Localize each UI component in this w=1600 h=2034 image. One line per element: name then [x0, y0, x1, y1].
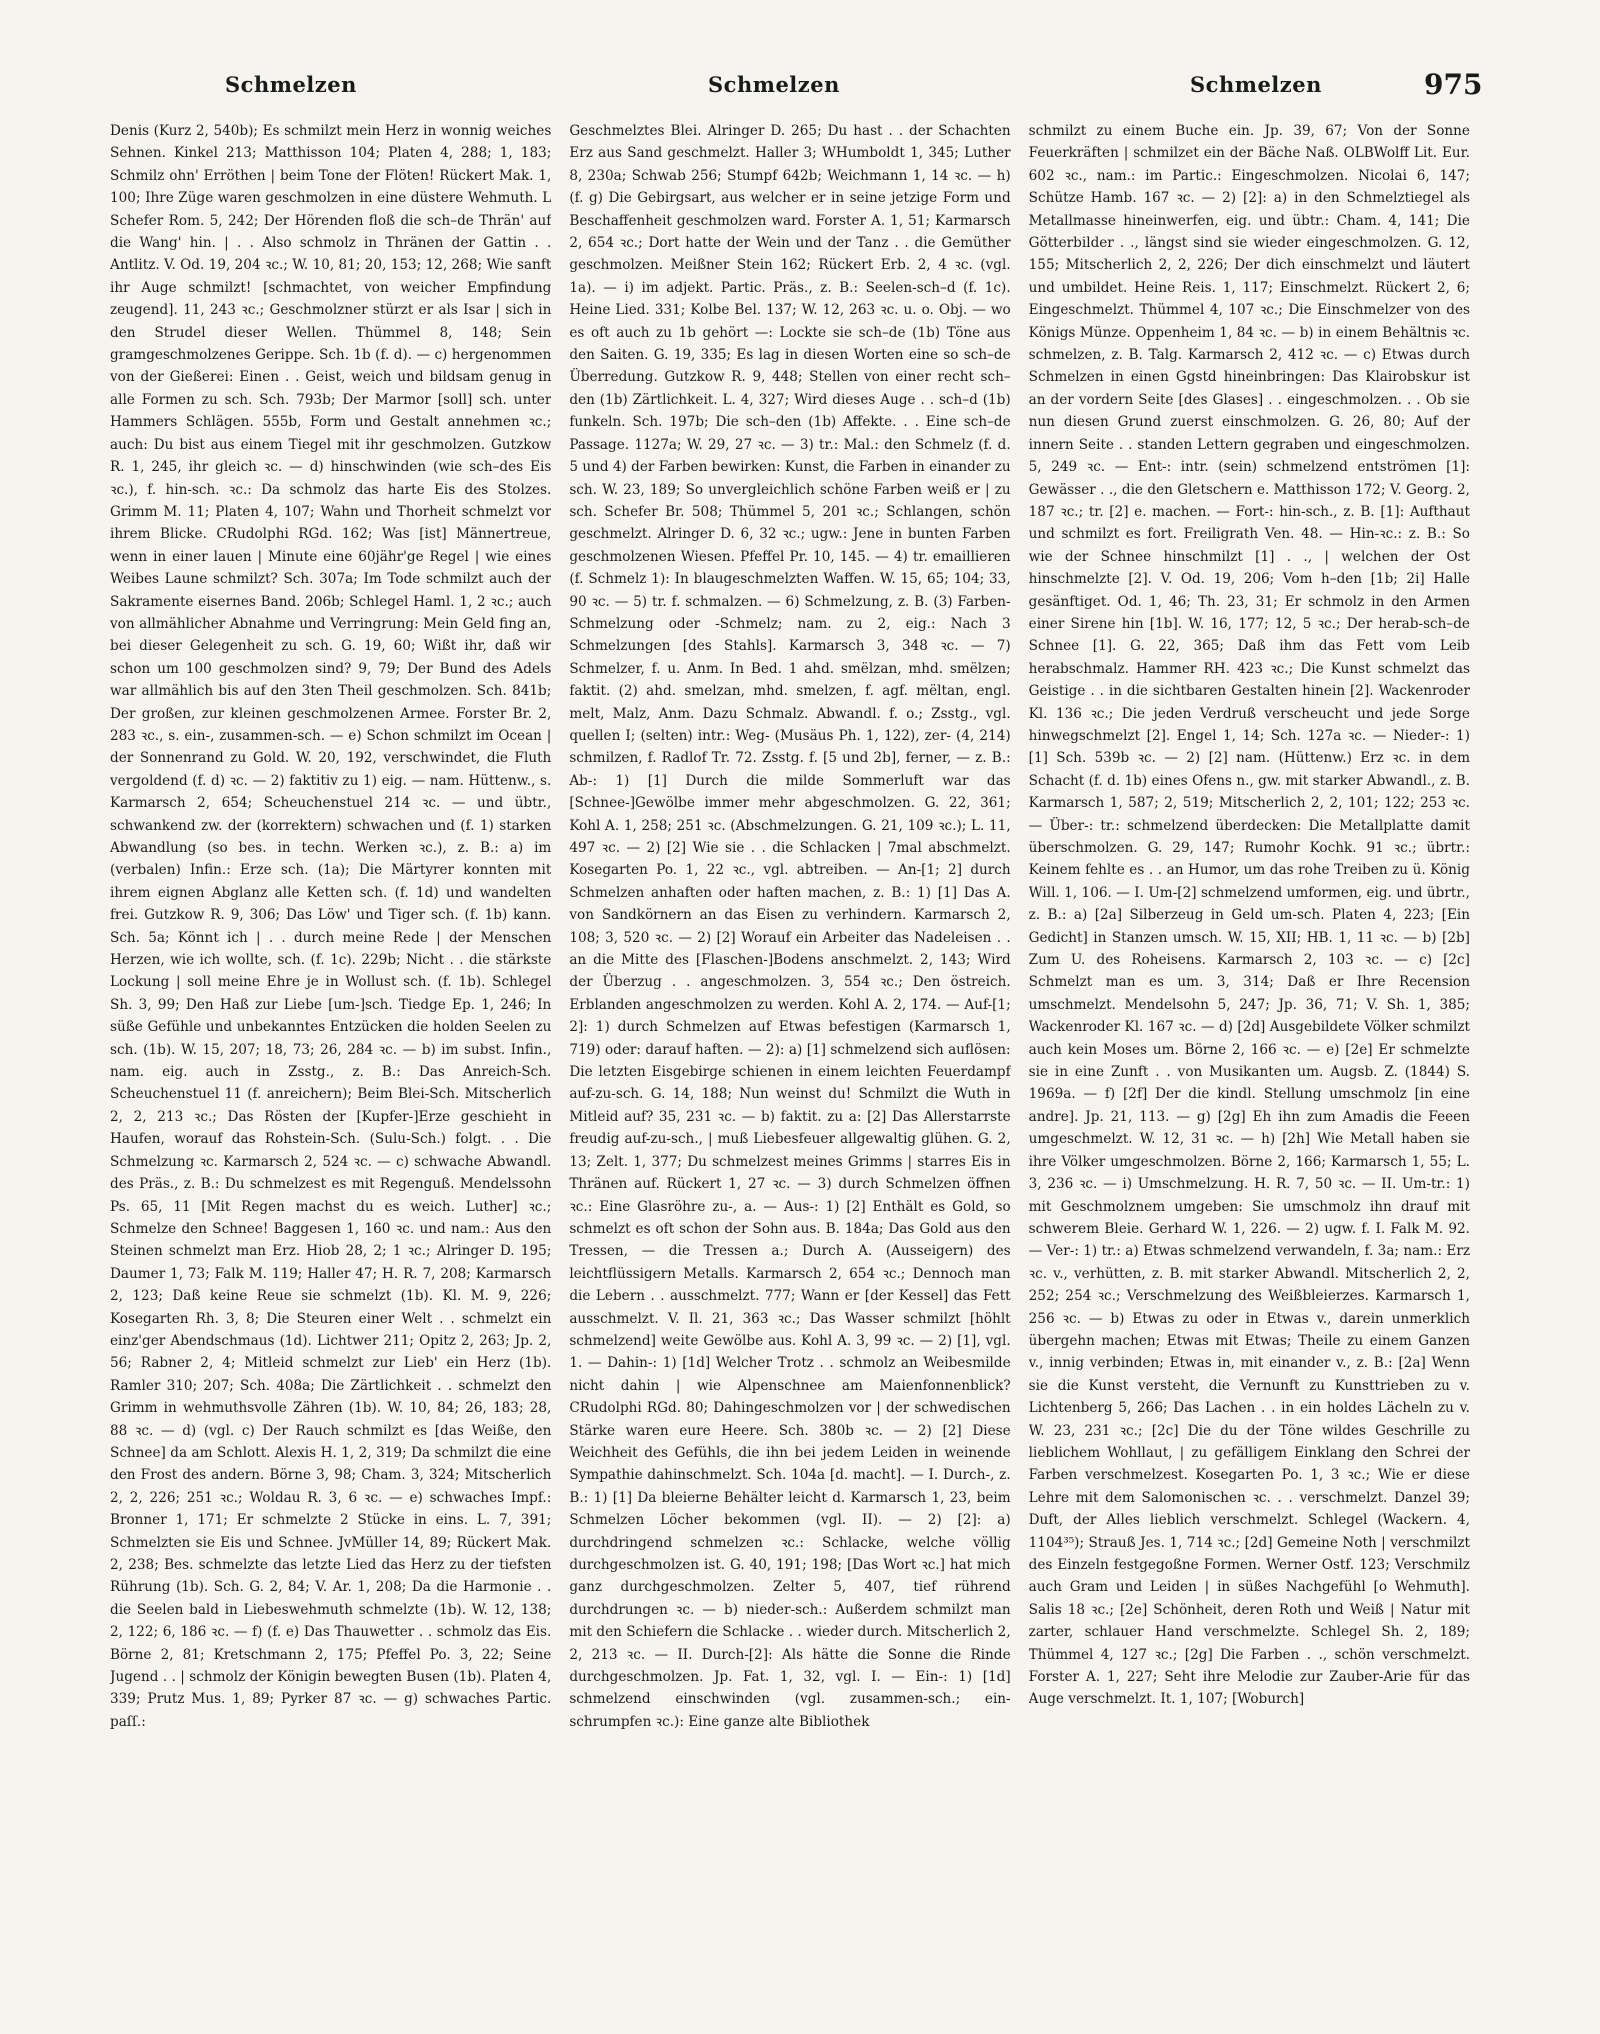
column-middle — [569, 120, 1010, 2000]
page-header — [0, 68, 1600, 112]
center-running-head: Schmelzen — [708, 72, 840, 97]
column-left-text: Denis (Kurz 2, 540b); Es schmilzt mein Herz in wonnig weiches Sehnen. Kinkel 213; Matthisson 104; Platen 4, 288; 1, 183; Schmilz ohn' Erröthen | beim Tone der Flöten! Rückert Mak. 1, 100; Ihre Züge waren geschmolzen in eine düstere Wehmuth. L Schefer Rom. 5, 242; Der Hörenden floß die sch–de Thrän' auf die Wang' hin. | . . Also schmolz in Thränen der Gattin . . Antlitz. V. Od. 19, 204 ꝛc.; W. 10, 81; 20, 153; 12, 268; Wie sanft ihr Auge schmilzt! [schmachtet, von weicher Empfindung zeugend]. 11, 243 ꝛc.; Geschmolzner stürzt er als Isar | sich in den Strudel dieser Wellen. Thümmel 8, 148; Sein gramgeschmolzenes Gerippe. Sch. 1b (f. d). — c) hergenommen von der Gießerei: Einen . . Geist, weich und bildsam genug in alle Formen zu sch. Sch. 793b; Der Marmor [soll] sch. unter Hammers Schlägen. 555b, Form und Gestalt annehmen ꝛc.; auch: Du bist aus einem Tiegel mit ihr geschmolzen. Gutzkow R. 1, 245, ihr gleich ꝛc. — d) hinschwinden (wie sch–des Eis ꝛc.), f. hin-sch. ꝛc.: Da schmolz das harte Eis des Stolzes. Grimm M. 11; Platen 4, 107; Wahn und Thorheit schmelzt vor ihrem Blicke. CRudolphi RGd. 162; Was [ist] Männertreue, wenn in einer lauen | Minute eine 60jähr'ge Regel | wie eines Weibes Laune schmilzt? Sch. 307a; Im Tode schmilzt auch der Sakramente eisernes Band. 206b; Schlegel Haml. 1, 2 ꝛc.; auch von allmählicher Abnahme und Verringrung: Mein Geld fing an, bei dieser Gelegenheit zu sch. G. 19, 60; Wißt ihr, daß wir schon um 100 geschmolzen sind? 9, 79; Der Bund des Adels war allmählich bis auf den 3ten Theil geschmolzen. Sch. 841b; Der großen, zur kleinen geschmolzenen Armee. Forster Br. 2, 283 ꝛc., s. ein-, zusammen-sch. — e) Schon schmilzt im Ocean | der Sonnenrand zu Gold. W. 20, 192, verschwindet, die Fluth vergoldend (f. d) ꝛc. — 2) faktitiv zu 1) eig. — nam. Hüttenw., s. Karmarsch 2, 654; Scheuchenstuel 214 ꝛc. — und übtr., schwankend zw. der (korrektern) schwachen und (f. 1) starken Abwandlung (so bes. in techn. Werken ꝛc.), z. B.: a) im (verbalen) Infin.: Erze sch. (1a); Die Märtyrer konnten mit ihrem eignen Abglanz alle Ketten sch. (f. 1d) und wandelten frei. Gutzkow R. 9, 306; Das Löw' und Tiger sch. (f. 1b) kann. Sch. 5a; Könnt ich | . . durch meine Rede | der Menschen Herzen, wie ich wollte, sch. (f. 1c). 229b; Nicht . . die stärkste Lockung | soll meine Ehre je in Wollust sch. (f. 1b). Schlegel Sh. 3, 99; Den Haß zur Liebe [um-]sch. Tiedge Ep. 1, 246; In süße Gefühle und unbekanntes Entzücken die holden Seelen zu sch. (1b). W. 15, 207; 18, 73; 26, 284 ꝛc. — b) im subst. Infin., nam. eig. auch in Zsstg., z. B.: Das Anreich-Sch. Scheuchenstuel 11 (f. anreichern); Beim Blei-Sch. Mitscherlich 2, 2, 213 ꝛc.; Das Rösten der [Kupfer-]Erze geschieht in Haufen, worauf das Rohstein-Sch. (Sulu-Sch.) folgt. . . Die Schmelzung ꝛc. Karmarsch 2, 524 ꝛc. — c) schwache Abwandl. des Präs., z. B.: Du schmelzest es mit Regenguß. Mendelssohn Ps. 65, 11 [Mit Regen machst du es weich. Luther] ꝛc.; Schmelze den Schnee! Baggesen 1, 160 ꝛc. und nam.: Aus den Steinen schmelzt man Erz. Hiob 28, 2; 1 ꝛc.; Alringer D. 195; Daumer 1, 73; Falk M. 119; Haller 47; H. R. 7, 208; Karmarsch 2, 123; Daß keine Reue sie schmelzt (1b). Kl. M. 9, 226; Kosegarten Rh. 3, 8; Die Steuren einer Welt . . schmelzt ein einz'ger Abendschmaus (1d). Lichtwer 211; Opitz 2, 263; Jp. 2, 56; Rabner 2, 4; Mitleid schmelzt zur Lieb' ein Herz (1b). Ramler 310; 207; Sch. 408a; Die Zärtlichkeit . . schmelzt den Grimm in wehmuthsvolle Zähren (1b). W. 10, 84; 26, 183; 28, 88 ꝛc. — d) (vgl. c) Der Rauch schmilzt es [das Weiße, den Schnee] da am Schlott. Alexis H. 1, 2, 319; Da schmilzt die eine den Frost des andern. Börne 3, 98; Cham. 3, 324; Mitscherlich 2, 2, 226; 251 ꝛc.; Woldau R. 3, 6 ꝛc. — e) schwaches Impf.: Bronner 1, 171; Er schmelzte 2 Stücke in eins. L. 7, 391; Schmelzten sie Eis und Schnee. JvMüller 14, 89; Rückert Mak. 2, 238; Bes. schmelzte das letzte Lied das Herz zu der tiefsten Rührung (1b). Sch. G. 2, 84; V. Ar. 1, 208; Da die Harmonie . . die Seelen bald in Liebeswehmuth schmelzte (1b). W. 12, 138; 2, 122; 6, 186 ꝛc. — f) (f. e) Das Thauwetter . . schmolz das Eis. Börne 2, 81; Kretschmann 2, 175; Pfeffel Po. 3, 22; Seine Jugend . . | schmolz der Königin bewegten Busen (1b). Platen 4, 339; Prutz Mus. 1, 89; Pyrker 87 ꝛc. — g) schwaches Partic. paſſ.: — [110, 123, 552, 1730]
right-running-head: Schmelzen — [1190, 72, 1322, 97]
text-columns — [110, 120, 1470, 2000]
column-right — [1029, 120, 1470, 2000]
column-right-text: schmilzt zu einem Buche ein. Jp. 39, 67; Von der Sonne Feuerkräften | schmilzet ein der Bäche Naß. OLBWolff Lit. Eur. 602 ꝛc., nam.: im Partic.: Eingeschmolzen. Nicolai 6, 147; Schütze Hamb. 167 ꝛc. — 2) [2]: a) in den Schmelztiegel als Metallmasse hineinwerfen, eig. und übtr.: Cham. 4, 141; Die Götterbilder . ., längst sind sie wieder eingeschmolzen. G. 12, 155; Mitscherlich 2, 2, 226; Der dich einschmelzt und läutert und umbildet. Heine Reis. 1, 117; Einschmelzt. Rückert 2, 6; Eingeschmelzt. Thümmel 4, 107 ꝛc.; Die Einschmelzer von des Königs Münze. Oppenheim 1, 84 ꝛc. — b) in einem Behältnis ꝛc. schmelzen, z. B. Talg. Karmarsch 2, 412 ꝛc. — c) Etwas durch Schmelzen in einen Ggstd hineinbringen: Das Klairobskur ist an der vordern Seite [des Glases] . . eingeschmolzen. . . Ob sie nun diesen Grund zuerst einschmolzen. G. 26, 80; Auf der innern Seite . . standen Lettern gegraben und eingeschmolzen. 5, 249 ꝛc. — Ent-: intr. (sein) schmelzend entströmen [1]: Gewässer . ., die den Gletschern e. Matthisson 172; V. Georg. 2, 187 ꝛc.; tr. [2] e. machen. — Fort-: hin-sch., z. B. [1]: Aufthaut und schmilzt es fort. Freiligrath Ven. 48. — Hin-ꝛc.: z. B.: So wie der Schnee hinschmilzt [1] . ., | welchen der Ost hinschmelzte [2]. V. Od. 19, 206; Vom h–den [1b; 2i] Halle gesänftiget. Od. 1, 46; Th. 23, 31; Er schmolz in den Armen einer Sirene hin [1b]. W. 16, 177; 12, 5 ꝛc.; Der herab-sch–de Schnee [1]. G. 22, 365; Daß ihm das Fett vom Leib herabschmalz. Hammer RH. 423 ꝛc.; Die Kunst schmelzt das Geistige . . in die sichtbaren Gestalten hinein [2]. Wackenroder Kl. 136 ꝛc.; Die jeden Verdruß verscheucht und jede Sorge hinwegschmelzt [2]. Engel 1, 14; Sch. 127a ꝛc. — Nieder-: 1) [1] Sch. 539b ꝛc. — 2) [2] nam. (Hüttenw.) Erz ꝛc. in dem Schacht (f. d. 1b) eines Ofens n., gw. mit starker Abwandl., z. B. Karmarsch 1, 587; 2, 519; Mitscherlich 2, 2, 101; 122; 253 ꝛc. — Über-: tr.: schmelzend überdecken: Die Metallplatte damit überschmolzen. G. 29, 147; Rumohr Kochk. 91 ꝛc.; übrtr.: Keinem fehlte es . . an Humor, um das rohe Treiben zu ü. König Will. 1, 106. — I. Um-[2] schmelzend umformen, eig. und übrtr., z. B.: a) [2a] Silberzeug in Geld um-sch. Platen 4, 223; [Ein Gedicht] in Stanzen umsch. W. 15, XII; HB. 1, 11 ꝛc. — b) [2b] Zum U. des Roheisens. Karmarsch 2, 103 ꝛc. — c) [2c] Schmelzt man es um. 3, 314; Daß er Ihre Recension umschmelzt. Mendelsohn 5, 247; Jp. 36, 71; V. Sh. 1, 385; Wackenroder Kl. 167 ꝛc. — d) [2d] Ausgebildete Völker schmilzt auch kein Moses um. Börne 2, 166 ꝛc. — e) [2e] Er schmelzte sie in eine Zunft . . von Musikanten um. Augsb. Z. (1844) S. 1969a. — f) [2f] Der die kindl. Stellung umschmolz [in eine andre]. Jp. 21, 113. — g) [2g] Eh ihn zum Amadis die Feeen umgeschmelzt. W. 12, 31 ꝛc. — h) [2h] Wie Metall haben sie ihre Völker umgeschmolzen. Börne 2, 166; Karmarsch 1, 55; L. 3, 236 ꝛc. — i) Umschmelzung. H. R. 7, 50 ꝛc. — II. Um-tr.: 1) mit Geschmolznem umgeben: Sie umschmolz ihn drauf mit schwerem Bleie. Gerhard W. 1, 226. — 2) ugw. f. I. Falk M. 92. — Ver-: 1) tr.: a) Etwas schmelzend verwandeln, f. 3a; nam.: Erz ꝛc. v., verhütten, z. B. mit starker Abwandl. Mitscherlich 2, 2, 252; 254 ꝛc.; Verschmelzung des Weißbleierzes. Karmarsch 1, 256 ꝛc. — b) Etwas zu oder in Etwas v., darein unmerklich übergehn machen; Etwas mit Etwas; Theile zu einem Ganzen v., innig verbinden; Etwas in, mit einander v., z. B.: [2a] Wenn sie die Kunst versteht, die Vernunft zu Kunsttrieben zu v. Lichtenberg 5, 266; Das Lachen . . in ein holdes Lächeln zu v. W. 23, 231 ꝛc.; [2c] Die du der Töne wildes Geschrille zu lieblichem Wohllaut, | zu gefälligem Einklang den Schrei der Farben verschmelzest. Kosegarten Po. 1, 3 ꝛc.; Wie er diese Lehre mit dem Salomonischen ꝛc. . . verschmelzt. Danzel 39; Duft, der Alles lieblich verschmelzt. Schlegel (Wackern. 4, 1104³⁵); Strauß Jes. 1, 714 ꝛc.; [2d] Gemeine Noth | verschmilzt des Einzeln festgegoßne Formen. Werner Ostf. 123; Verschmilz auch Gram und Leiden | in süßes Nachgefühl [o Wehmuth]. Salis 18 ꝛc.; [2e] Schönheit, deren Roth und Weiß | Natur mit zarter, schlauer Hand verschmelzte. Schlegel Sh. 2, 189; Thümmel 4, 127 ꝛc.; [2g] Die Farben . ., schön verschmelzt. Forster A. 1, 227; Seht ihre Melodie zur Zauber-Arie für das Auge verschmelzt. It. 1, 107; [Woburch] — [1028, 123, 1470, 1708]
left-running-head: Schmelzen — [225, 72, 357, 97]
column-left — [110, 120, 551, 2000]
page-number: 975 — [1424, 68, 1483, 101]
column-middle-text: Geschmelztes Blei. Alringer D. 265; Du hast . . der Schachten Erz aus Sand geschmelzt. Haller 3; WHumboldt 1, 345; Luther 8, 230a; Schwab 256; Stumpf 642b; Weichmann 1, 14 ꝛc. — h) (f. g) Die Gebirgsart, aus welcher er in seine jetzige Form und Beschaffenheit geschmolzen ward. Forster A. 1, 51; Karmarsch 2, 654 ꝛc.; Dort hatte der Wein und der Tanz . . die Gemüther geschmolzen. Meißner Stein 162; Rückert Erb. 2, 4 ꝛc. (vgl. 1a). — i) im adjekt. Partic. Präs., z. B.: Seelen-sch–d (f. 1c). Heine Lied. 331; Kolbe Bel. 137; W. 12, 263 ꝛc. u. o. Obj. — wo es oft auch zu 1b gehört —: Lockte sie sch–de (1b) Töne aus den Saiten. G. 19, 335; Es lag in diesen Worten eine so sch–de Überredung. Gutzkow R. 9, 448; Stellen von einer recht sch–den (1b) Zärtlichkeit. L. 4, 327; Wird dieses Auge . . sch–d (1b) funkeln. Sch. 197b; Die sch–den (1b) Affekte. . . Eine sch–de Passage. 1127a; W. 29, 27 ꝛc. — 3) tr.: Mal.: den Schmelz (f. d. 5 und 4) der Farben bewirken: Kunst, die Farben in einander zu sch. W. 23, 189; So unvergleichlich schöne Farben weiß er | zu sch. Schefer Br. 508; Thümmel 5, 201 ꝛc.; Schlangen, schön geschmelzt. Alringer D. 6, 32 ꝛc.; ugw.: Jene in bunten Farben geschmolzenen Wiesen. Pfeffel Pr. 10, 145. — 4) tr. emaillieren (f. Schmelz 1): In blaugeschmelzten Waffen. W. 15, 65; 104; 33, 90 ꝛc. — 5) tr. f. schmalzen. — 6) Schmelzung, z. B. (3) Farben-Schmelzung oder -Schmelz; nam. zu 2, eig.: Nach 3 Schmelzungen [des Stahls]. Karmarsch 3, 348 ꝛc. — 7) Schmelzer, f. u. Anm. In Bed. 1 ahd. smëlzan, mhd. smëlzen; faktit. (2) ahd. smelzan, mhd. smelzen, f. agf. mëltan, engl. melt, Malz, Anm. Dazu Schmalz. Abwandl. f. o.; Zsstg., vgl. quellen I; (selten) intr.: Weg- (Musäus Ph. 1, 122), zer- (4, 214) schmilzen, f. Radlof Tr. 72. Zsstg. f. [5 und 2b], ferner, — z. B.: Ab-: 1) [1] Durch die milde Sommerluft war das [Schnee-]Gewölbe immer mehr abgeschmolzen. G. 22, 361; Kohl A. 1, 258; 251 ꝛc. (Abschmelzungen. G. 21, 109 ꝛc.); L. 11, 497 ꝛc. — 2) [2] Wie sie . . die Schlacken | 7mal abschmelzt. Kosegarten Po. 1, 22 ꝛc., vgl. abtreiben. — An-[1; 2] durch Schmelzen anhaften oder haften machen, z. B.: 1) [1] Das A. von Sandkörnern an das Eisen zu verhindern. Karmarsch 2, 108; 3, 520 ꝛc. — 2) [2] Worauf ein Arbeiter das Nadeleisen . . an die Mitte des [Flaschen-]Bodens anschmelzt. 2, 143; Wird der Überzug . . angeschmolzen. 3, 554 ꝛc.; Den östreich. Erblanden angeschmolzen zu werden. Kohl A. 2, 174. — Auf-[1; 2]: 1) durch Schmelzen auf Etwas befestigen (Karmarsch 1, 719) oder: darauf haften. — 2): a) [1] schmelzend sich auflösen: Die letzten Eisgebirge schienen in einem leichten Feuerdampf auf-zu-sch. G. 14, 188; Nun weinst du! Schmilzt die Wuth in Mitleid auf? 35, 231 ꝛc. — b) faktit. zu a: [2] Das Allerstarrste freudig auf-zu-sch., | muß Liebesfeuer allgewaltig glühen. G. 2, 13; Zelt. 1, 377; Du schmelzest meines Grimms | starres Eis in Thränen auf. Rückert 1, 27 ꝛc. — 3) durch Schmelzen öffnen ꝛc.: Eine Glasröhre zu-, a. — Aus-: 1) [2] Enthält es Gold, so schmelzt es oft schon der Sohn aus. B. 184a; Das Gold aus den Tressen, — die Tressen a.; Durch A. (Ausseigern) des leichtflüssigern Metalls. Karmarsch 2, 654 ꝛc.; Dennoch man die Lebern . . ausschmelzt. 777; Wann er [der Kessel] das Fett ausschmelzt. V. Il. 21, 363 ꝛc.; Das Wasser schmilzt [höhlt schmelzend] weite Gewölbe aus. Kohl A. 3, 99 ꝛc. — 2) [1], vgl. 1. — Dahin-: 1) [1d] Welcher Trotz . . schmolz an Weibesmilde nicht dahin | wie Alpenschnee am Maienfonnenblick? CRudolphi RGd. 80; Dahingeschmolzen vor | der schwedischen Stärke waren eure Heere. Sch. 380b ꝛc. — 2) [2] Diese Weichheit des Gefühls, die ihn bei jedem Leiden in weinende Sympathie dahinschmelzt. Sch. 104a [d. macht]. — I. Durch-, z. B.: 1) [1] Da bleierne Behälter leicht d. Karmarsch 1, 23, beim Schmelzen Löcher bekommen (vgl. II). — 2) [2]: a) durchdringend schmelzen ꝛc.: Schlacke, welche völlig durchgeschmolzen ist. G. 40, 191; 198; [Das Wort ꝛc.] hat mich ganz durchgeschmolzen. Zelter 5, 407, tief rührend durchdrungen ꝛc. — b) nieder-sch.: Außerdem schmilzt man mit den Schiefern die Schlacke . . wieder durch. Mitscherlich 2, 2, 213 ꝛc. — II. Durch-[2]: Als hätte die Sonne die Rinde durchgeschmolzen. Jp. Fat. 1, 32, vgl. I. — Ein-: 1) [1d] schmelzend einschwinden (vgl. zusammen-sch.; ein-schrumpfen ꝛc.): Eine ganze alte Bibliothek — [569, 123, 1011, 1730]
